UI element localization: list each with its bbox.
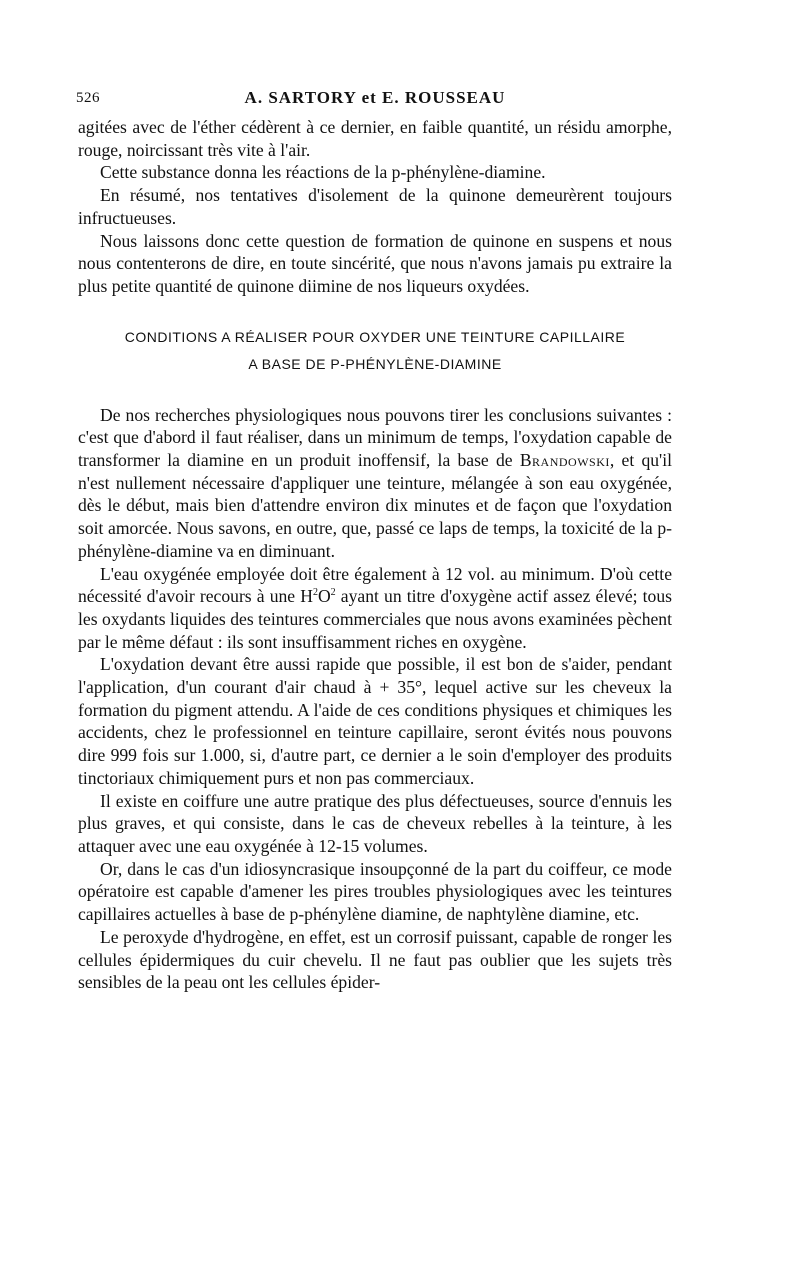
section-heading-line-1: CONDITIONS A RÉALISER POUR OXYDER UNE TEINTURE CAPILLAIRE bbox=[124, 328, 626, 345]
paragraph-hairdressing-practice: Il existe en coiffure une autre pratique des plus défectueuses, source d'ennuis les plus graves, et qui consiste, dans le cas de cheveux rebelles à la teinture, à les attaquer avec une eau oxygénée à 12-15 volumes. bbox=[78, 790, 672, 856]
text-segment: L'eau oxygénée employée doit être également à 12 vol. au minimum. D'où cette nécessité d'avoir recours à une H bbox=[78, 563, 672, 607]
page bbox=[78, 88, 672, 994]
page-number: 526 bbox=[76, 90, 100, 106]
author-name-brandowski: Brandowski bbox=[519, 450, 610, 471]
text-segment: , et qu'il n'est nullement nécessaire d'appliquer une teinture, mélangée à son eau oxygénée, dès le début, mais bien d'attendre environ dix minutes et de façon que l'oxydation soit amorcée. Nous savons, en outre, que, passé ce laps de temps, la toxicité de la p-phénylène-diamine va en diminuant. bbox=[78, 450, 672, 561]
paragraph-idiosyncrasy: Or, dans le cas d'un idiosyncrasique insoupçonné de la part du coiffeur, ce mode opératoire est capable d'amener les pires troubles physiologiques avec les teintures capillaires actuelles à base de p-phénylène diamine, de naphtylène diamine, etc. bbox=[78, 858, 672, 925]
paragraph-physiological-conclusions bbox=[78, 404, 672, 563]
running-head bbox=[78, 88, 672, 112]
superscript: 2 bbox=[312, 587, 318, 599]
text-segment: ayant un titre d'oxygène actif assez élevé; tous les oxydants liquides des teintures commerciales que nous avons examinées pèchent par le même défaut : ils sont insuffisamment riches en oxygène. bbox=[78, 586, 672, 652]
paragraph-hydrogen-peroxide: Le peroxyde d'hydrogène, en effet, est un corrosif puissant, capable de ronger les cellules épidermiques du cuir chevelu. Il ne faut pas oublier que les sujets très sensibles de la peau ont les cellules épider- bbox=[78, 926, 672, 993]
paragraph-conclusion: Nous laissons donc cette question de formation de quinone en suspens et nous nous contenterons de dire, en toute sincérité, que nous n'avons jamais pu extraire la plus petite quantité de quinone diimine de nos liqueurs oxydées. bbox=[78, 230, 672, 296]
paragraph-oxygenated-water bbox=[78, 563, 672, 654]
paragraph-continuation: agitées avec de l'éther cédèrent à ce dernier, en faible quantité, un résidu amorphe, rouge, noircissant très vite à l'air. bbox=[78, 117, 672, 160]
section-heading bbox=[78, 324, 672, 378]
superscript: 2 bbox=[330, 587, 336, 599]
paragraph-summary: En résumé, nos tentatives d'isolement de la quinone demeurèrent toujours infructueuses. bbox=[78, 185, 672, 228]
paragraph-oxidation-speed: L'oxydation devant être aussi rapide que possible, il est bon de s'aider, pendant l'application, d'un courant d'air chaud à + 35°, lequel active sur les cheveux la formation du pigment attendu. A l'aide de ces conditions physiques et chimiques les accidents, chez le professionnel en teinture capillaire, seront évités nous pouvons dire 999 fois sur 1.000, si, d'autre part, ce dernier a le soin d'employer des produits tinctoriaux chimiquement purs et non pas commerciaux. bbox=[78, 654, 672, 788]
section-heading-line-2: A BASE DE P-PHÉNYLÈNE-DIAMINE bbox=[248, 355, 502, 372]
running-title: A. SARTORY et E. ROUSSEAU bbox=[244, 88, 506, 107]
text-segment: O bbox=[317, 586, 331, 607]
paragraph-reactions: Cette substance donna les réactions de la p-phénylène-diamine. bbox=[100, 162, 546, 183]
text-segment: De nos recherches physiologiques nous pouvons tirer les conclusions suivantes : c'est que d'abord il faut réaliser, dans un minimum de temps, l'oxydation capable de transformer la diamine en un produit inoffensif, la base de bbox=[78, 404, 672, 471]
